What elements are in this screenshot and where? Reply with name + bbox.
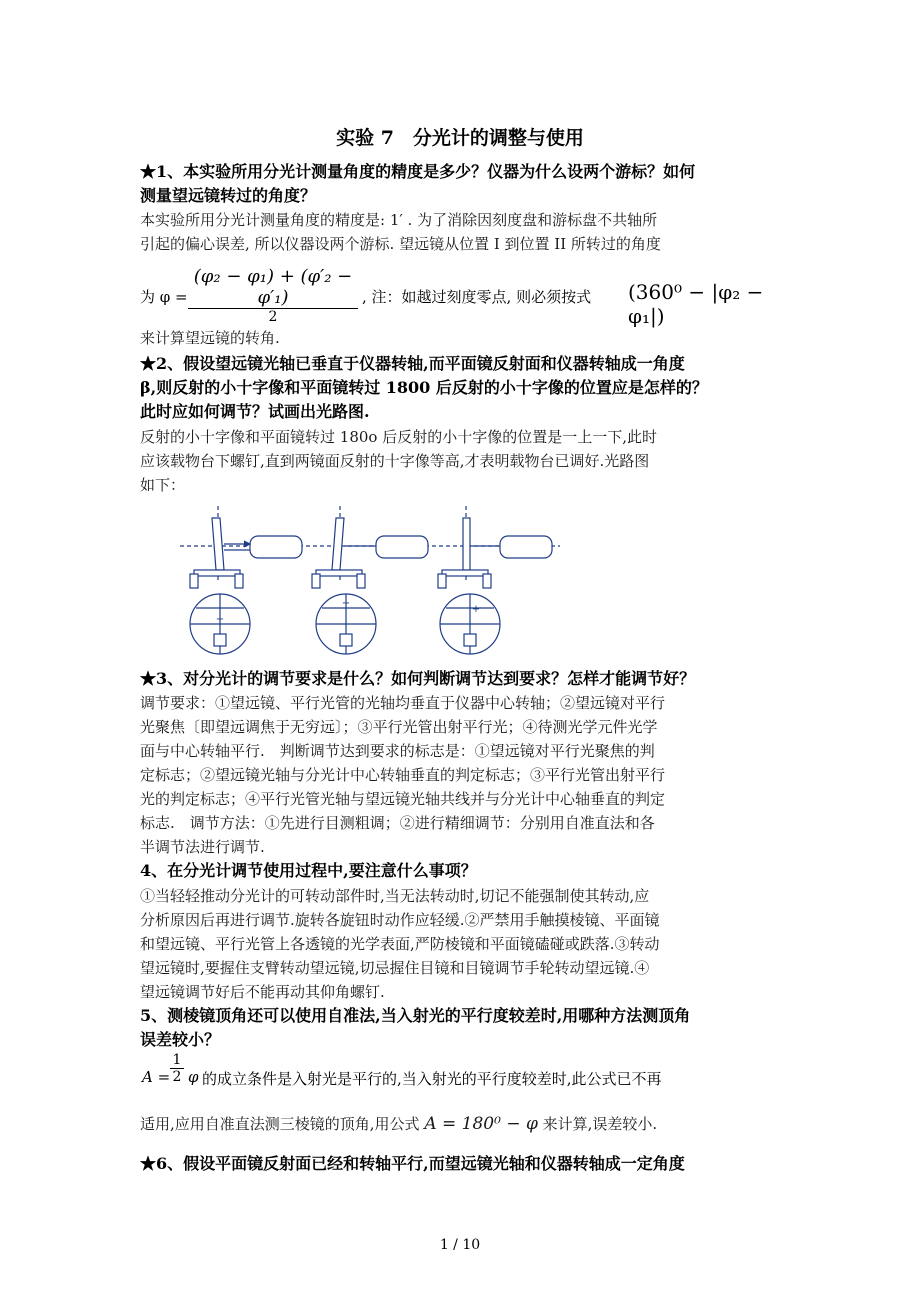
formula-5-lhs: A = bbox=[142, 1068, 171, 1086]
answer-4-line-2: 分析原因后再进行调节.旋转各旋钮时动作应轻缓.②严禁用手触摸棱镜、平面镜 bbox=[140, 911, 660, 929]
formula-1-numerator: (φ₂ − φ₁) + (φ′₂ − φ′₁) bbox=[188, 266, 358, 309]
formula-1-prefix: 为 φ = bbox=[140, 288, 188, 306]
svg-text:+: + bbox=[341, 598, 351, 609]
page-title: 实验 7 分光计的调整与使用 bbox=[336, 127, 584, 149]
answer-3-line-7: 半调节法进行调节. bbox=[140, 838, 265, 856]
setup-3 bbox=[438, 506, 552, 654]
answer-4-line-4: 望远镜时,要握住支臂转动望远镜,切忌握住目镜和目镜调节手轮转动望远镜.④ bbox=[140, 959, 650, 977]
answer-5-line-1: 的成立条件是入射光是平行的,当入射光的平行度较差时,此公式已不再 bbox=[202, 1070, 662, 1088]
question-2-line-2: β,则反射的小十字像和平面镜转过 1800 后反射的小十字像的位置应是怎样的？ bbox=[140, 378, 708, 397]
setup-2 bbox=[312, 506, 428, 654]
answer-1-line-1: 本实验所用分光计测量角度的精度是: 1′ . 为了消除因刻度盘和游标盘不共轴所 bbox=[140, 211, 658, 229]
answer-3-line-1: 调节要求：①望远镜、平行光管的光轴均垂直于仪器中心转轴；②望远镜对平行 bbox=[140, 694, 666, 712]
answer-1-line-2: 引起的偏心误差, 所以仪器设两个游标. 望远镜从位置 I 到位置 II 所转过的角度 bbox=[140, 235, 661, 253]
answer-3-line-6: 标志. 调节方法：①先进行目测粗调；②进行精细调节：分别用自准直法和各 bbox=[140, 814, 655, 832]
question-5-line-2: 误差较小？ bbox=[140, 1030, 221, 1049]
answer-1-line-3: 来计算望远镜的转角. bbox=[140, 329, 280, 347]
answer-5-line-2-pre: 适用,应用自准直法测三棱镜的顶角,用公式 bbox=[140, 1115, 420, 1133]
question-3: ★3、对分光计的调节要求是什么？如何判断调节达到要求？怎样才能调节好？ bbox=[140, 669, 696, 688]
question-2-line-1: ★2、假设望远镜光轴已垂直于仪器转轴,而平面镜反射面和仪器转轴成一角度 bbox=[140, 354, 685, 373]
formula-5-denominator: 2 bbox=[172, 1069, 182, 1085]
setup-1 bbox=[190, 506, 302, 654]
answer-2-line-2: 应该载物台下螺钉,直到两镜面反射的十字像等高,才表明载物台已调好.光路图 bbox=[140, 452, 650, 470]
formula-1-alt: (360⁰ − |φ₂ − φ₁|) bbox=[628, 280, 764, 328]
formula-5-fraction bbox=[170, 1052, 184, 1085]
formula-5-numerator: 1 bbox=[170, 1052, 184, 1069]
question-1-line-1: ★1、本实验所用分光计测量角度的精度是多少？仪器为什么设两个游标？如何 bbox=[140, 162, 696, 181]
answer-3-line-3: 面与中心转轴平行. 判断调节达到要求的标志是：①望远镜对平行光聚焦的判 bbox=[140, 742, 655, 760]
formula-1-note: , 注：如越过刻度零点, 则必须按式 bbox=[362, 288, 592, 306]
answer-5-line-2 bbox=[140, 1112, 788, 1137]
formula-5-phi: φ bbox=[188, 1068, 199, 1086]
question-2-line-3: 此时应如何调节？试画出光路图. bbox=[140, 402, 370, 421]
answer-2-line-1: 反射的小十字像和平面镜转过 180o 后反射的小十字像的位置是一上一下,此时 bbox=[140, 428, 657, 446]
question-5-line-1: 5、测棱镜顶角还可以使用自准法,当入射光的平行度较差时,用哪种方法测顶角 bbox=[140, 1006, 691, 1025]
question-6: ★6、假设平面镜反射面已经和转轴平行,而望远镜光轴和仪器转轴成一定角度 bbox=[140, 1154, 685, 1173]
answer-5-formula: A = 180⁰ − φ bbox=[424, 1114, 538, 1134]
optical-path-diagram bbox=[180, 498, 560, 660]
page-number: 1 / 10 bbox=[439, 1237, 481, 1253]
answer-5-line-2-post: 来计算,误差较小. bbox=[542, 1115, 658, 1133]
answer-3-line-4: 定标志；②望远镜光轴与分光计中心转轴垂直的判定标志；③平行光管出射平行 bbox=[140, 766, 666, 784]
formula-1 bbox=[140, 262, 800, 328]
answer-4-line-1: ①当轻轻推动分光计的可转动部件时,当无法转动时,切记不能强制使其转动,应 bbox=[140, 887, 650, 905]
question-1-line-2: 测量望远镜转过的角度？ bbox=[140, 186, 317, 205]
formula-1-denominator: 2 bbox=[268, 309, 278, 325]
formula-1-fraction bbox=[188, 266, 358, 325]
answer-4-line-5: 望远镜调节好后不能再动其仰角螺钉. bbox=[140, 983, 385, 1001]
answer-4-line-3: 和望远镜、平行光管上各透镜的光学表面,严防棱镜和平面镜磕碰或跌落.③转动 bbox=[140, 935, 660, 953]
question-4: 4、在分光计调节使用过程中,要注意什么事项？ bbox=[140, 861, 477, 880]
svg-text:+: + bbox=[215, 614, 225, 625]
formula-5 bbox=[140, 1052, 800, 1102]
answer-3-line-2: 光聚焦〔即望远调焦于无穷远〕；③平行光管出射平行光；④待测光学元件光学 bbox=[140, 718, 658, 736]
svg-text:+: + bbox=[471, 604, 481, 615]
answer-3-line-5: 光的判定标志；④平行光管光轴与望远镜光轴共线并与分光计中心轴垂直的判定 bbox=[140, 790, 666, 808]
answer-2-line-3: 如下： bbox=[140, 476, 186, 494]
